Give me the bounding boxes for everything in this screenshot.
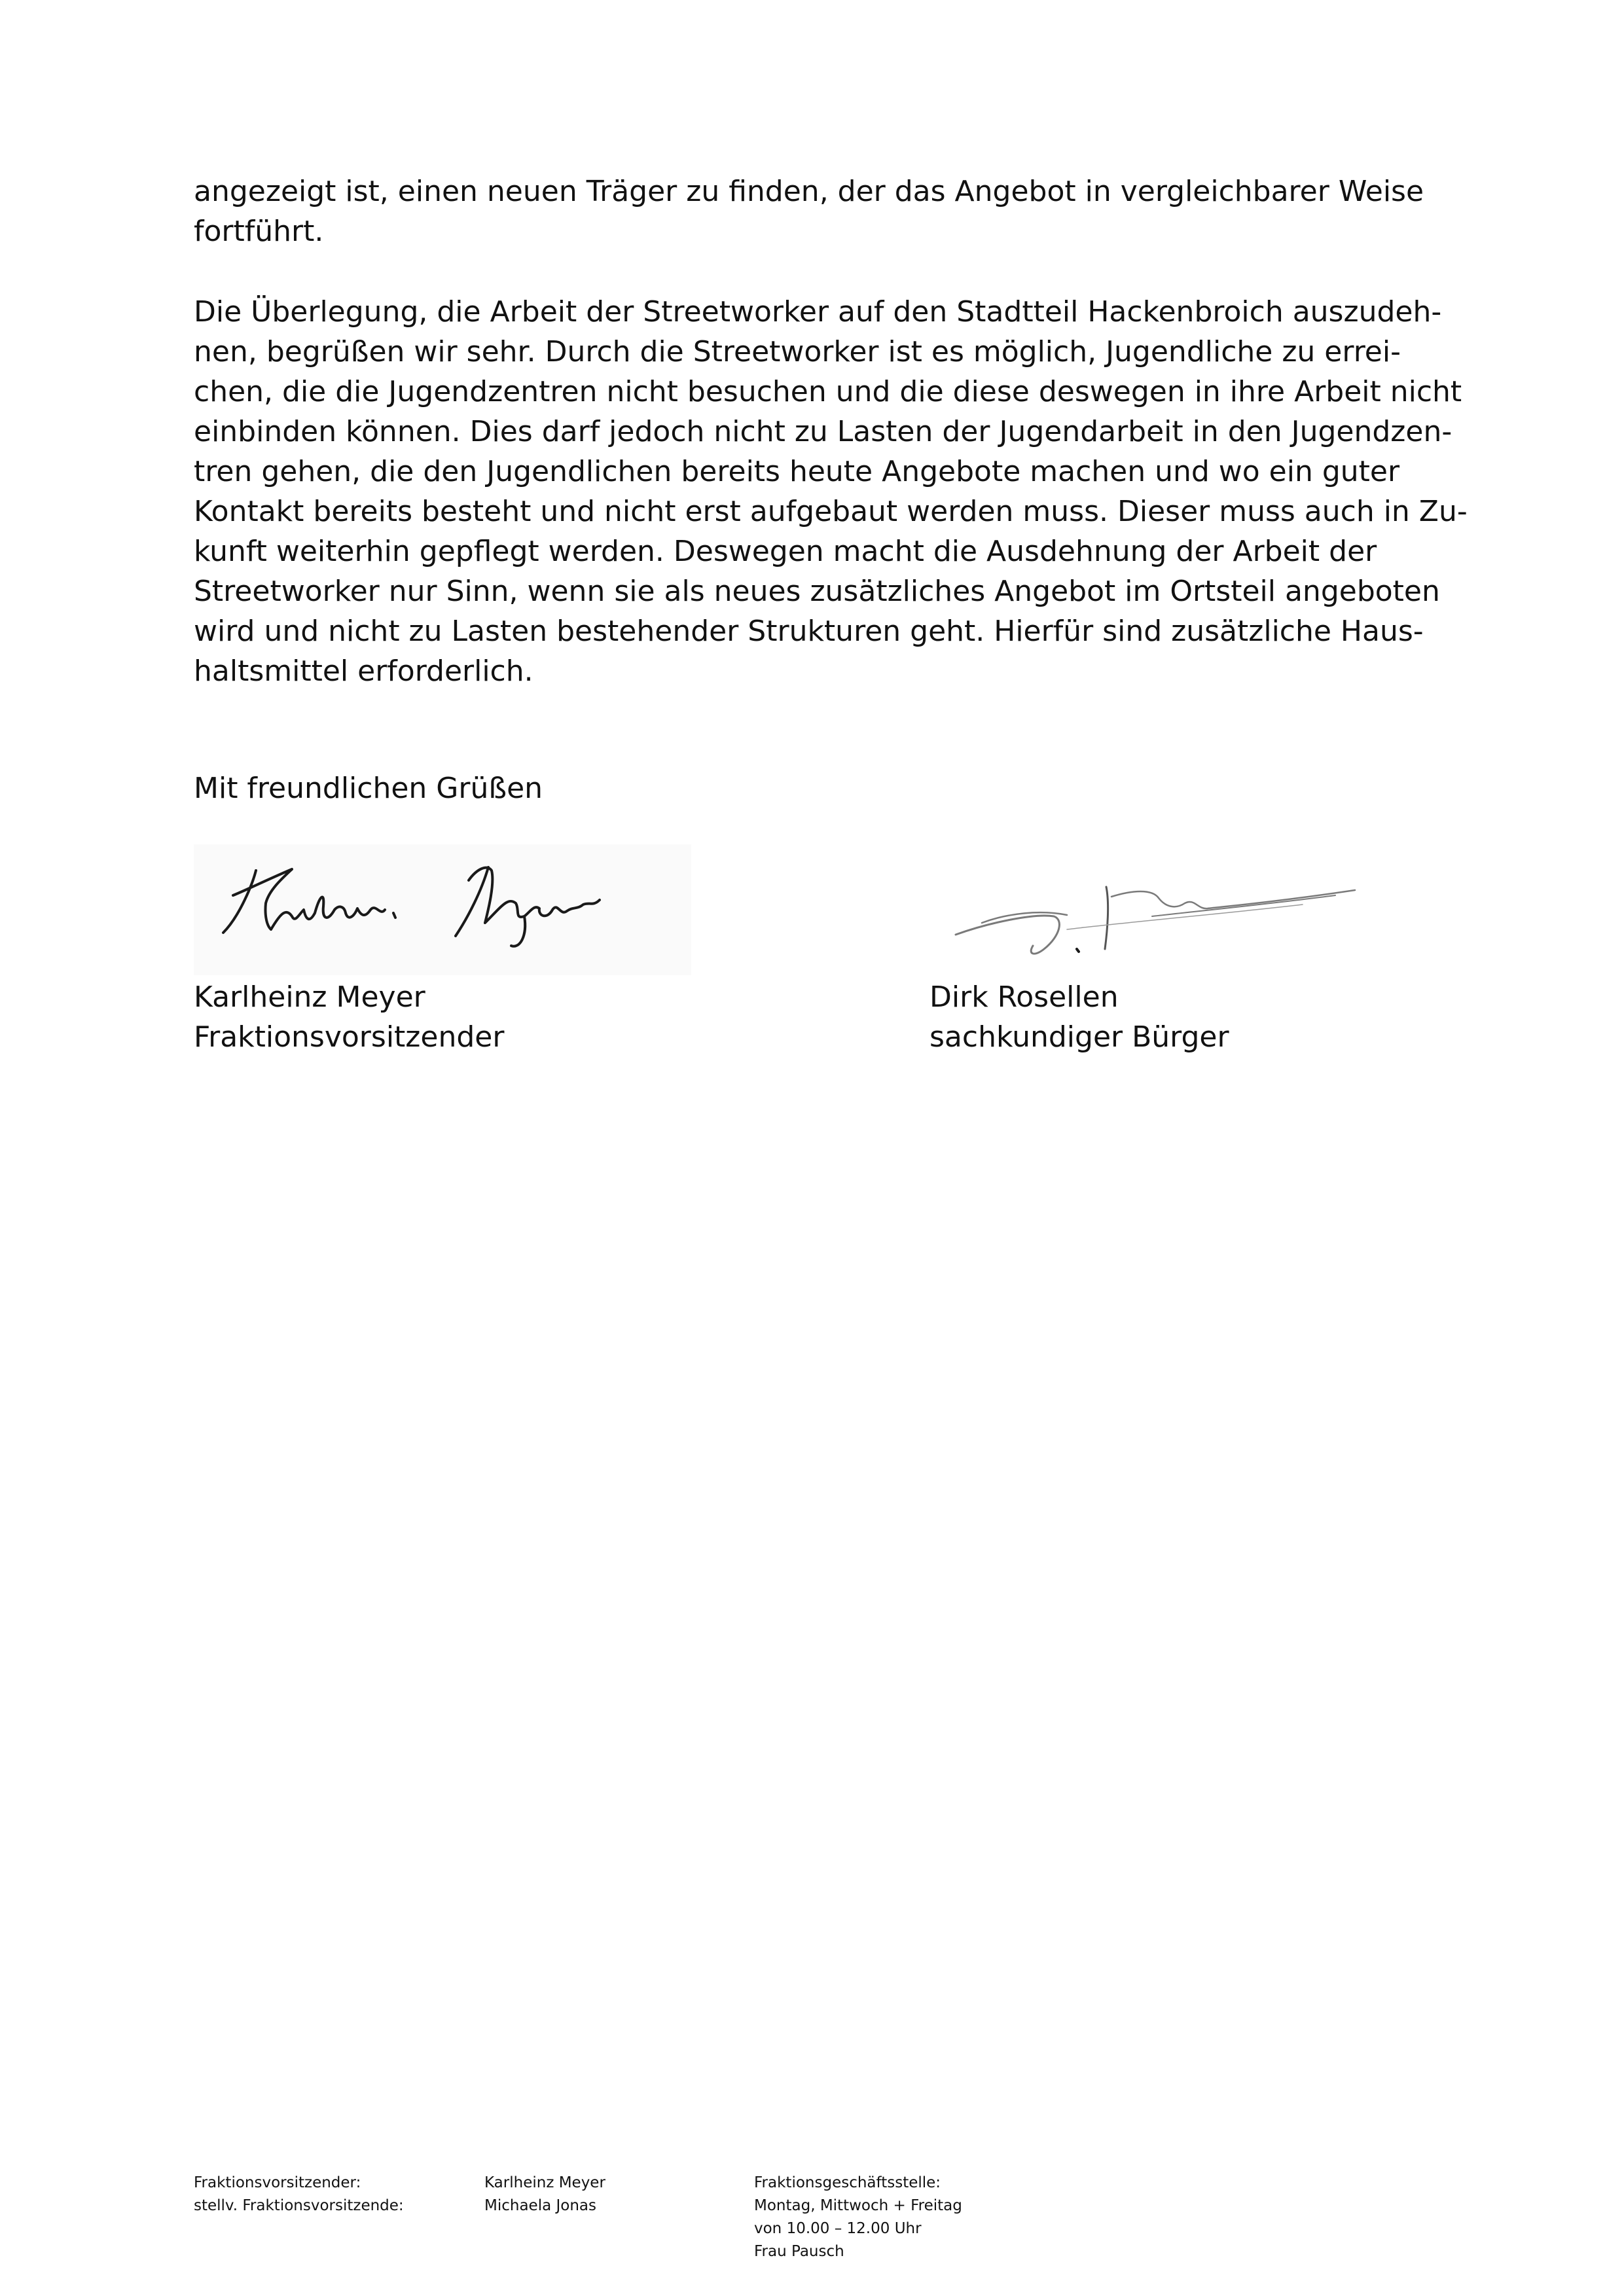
footer-labels: [194, 2172, 404, 2217]
footer-names: [484, 2172, 605, 2217]
signatory-name: Karlheinz Meyer: [194, 980, 425, 1014]
paragraph-1: [194, 171, 1467, 251]
paragraph-line: Die Überlegung, die Arbeit der Streetworker auf den Stadtteil Hackenbroich auszudeh-: [194, 295, 1442, 329]
signatory-block-left: [194, 977, 504, 1057]
footer-office-line: Montag, Mittwoch + Freitag: [754, 2197, 962, 2214]
paragraph-line: fortführt.: [194, 215, 324, 248]
paragraph-line: einbinden können. Dies darf jedoch nicht zu Lasten der Jugendarbeit in den Jugendzen-: [194, 415, 1453, 448]
footer-office-line: von 10.00 – 12.00 Uhr: [754, 2220, 922, 2237]
footer-label: Fraktionsvorsitzender:: [194, 2174, 361, 2191]
paragraph-line: Streetworker nur Sinn, wenn sie als neues zusätzliches Angebot im Ortsteil angeboten: [194, 575, 1440, 608]
paragraph-2: [194, 292, 1467, 691]
paragraph-line: angezeigt ist, einen neuen Träger zu finden, der das Angebot in vergleichbarer Weise: [194, 175, 1424, 208]
signature-dirk-rosellen: [936, 851, 1375, 975]
closing-salutation: Mit freundlichen Grüßen: [194, 772, 543, 805]
paragraph-line: nen, begrüßen wir sehr. Durch die Streetworker ist es möglich, Jugendliche zu errei-: [194, 335, 1401, 368]
footer-office-hours: [754, 2172, 962, 2263]
footer-office-line: Frau Pausch: [754, 2243, 844, 2260]
paragraph-line: kunft weiterhin gepflegt werden. Deswegen macht die Ausdehnung der Arbeit der: [194, 535, 1377, 568]
paragraph-line: tren gehen, die den Jugendlichen bereits heute Angebote machen und wo ein guter: [194, 455, 1400, 488]
footer-name: Karlheinz Meyer: [484, 2174, 605, 2191]
signatory-role: Fraktionsvorsitzender: [194, 1020, 505, 1054]
paragraph-line: chen, die die Jugendzentren nicht besuchen und die diese deswegen in ihre Arbeit nicht: [194, 375, 1462, 408]
signatory-role: sachkundiger Bürger: [929, 1020, 1229, 1054]
paragraph-line: haltsmittel erforderlich.: [194, 655, 533, 688]
signature-karlheinz-meyer: [194, 844, 691, 975]
footer-label: stellv. Fraktionsvorsitzende:: [194, 2197, 404, 2214]
signatory-block-right: [929, 977, 1229, 1057]
signatory-name: Dirk Rosellen: [929, 980, 1119, 1014]
footer-office-line: Fraktionsgeschäftsstelle:: [754, 2174, 941, 2191]
paragraph-line: wird und nicht zu Lasten bestehender Strukturen geht. Hierfür sind zusätzliche Haus-: [194, 615, 1424, 648]
paragraph-line: Kontakt bereits besteht und nicht erst aufgebaut werden muss. Dieser muss auch in Zu-: [194, 495, 1468, 528]
footer-name: Michaela Jonas: [484, 2197, 597, 2214]
